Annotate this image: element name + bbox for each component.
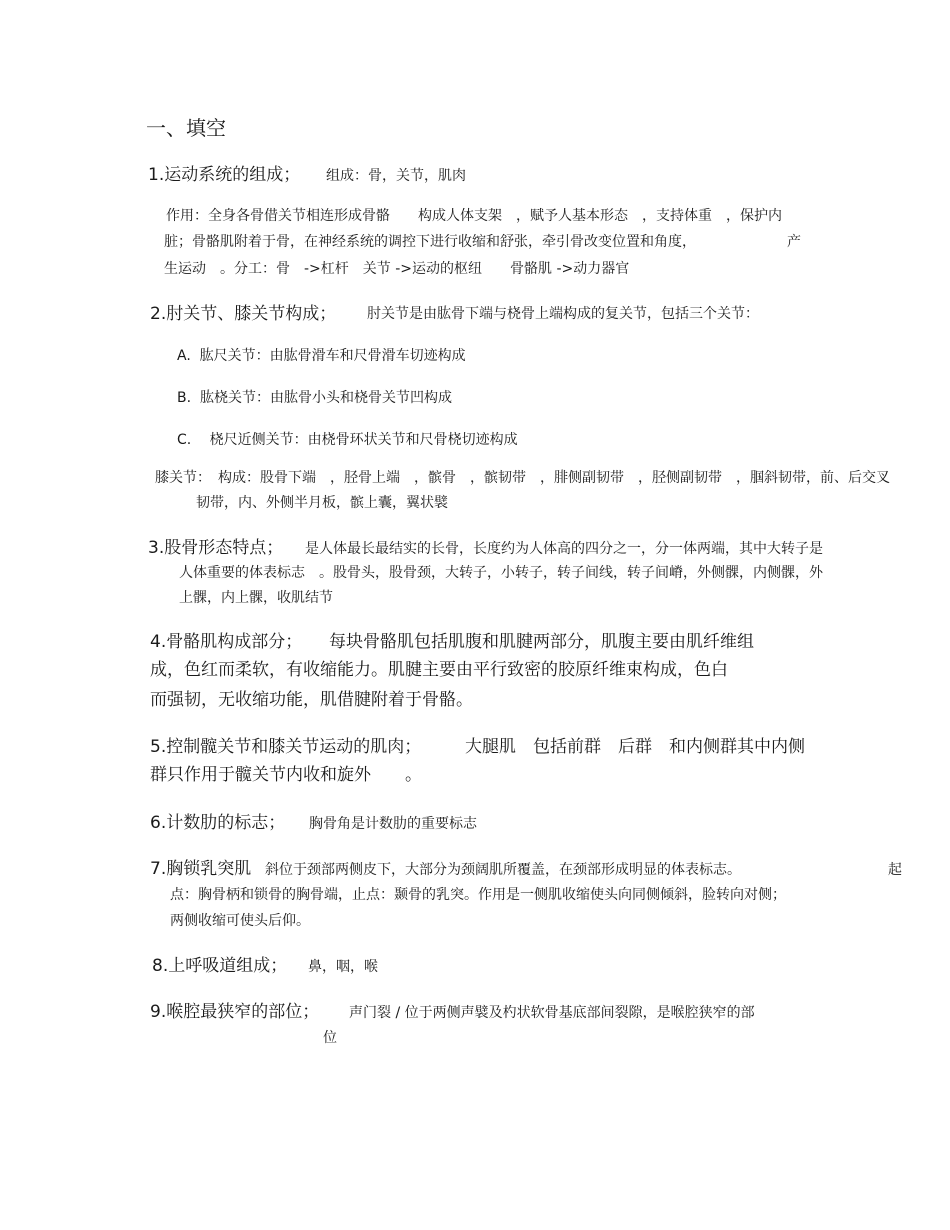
answer-1-line: 组成：骨，关节，肌肉: [326, 168, 466, 184]
answer-7-line: 两侧收缩可使头后仰。: [170, 913, 310, 929]
question-7: 7.胸锁乳突肌: [150, 859, 252, 879]
question-6: 6.计数肋的标志；: [150, 813, 286, 833]
question-4: 4.骨骼肌构成部分；: [150, 632, 303, 652]
question-8: 8.上呼吸道组成；: [152, 956, 288, 976]
answer-4-line: 成，色红而柔软，有收缩能力。肌腱主要由平行致密的胶原纤维束构成，色白: [150, 660, 728, 680]
answer-9-line: 位: [323, 1030, 337, 1046]
answer-3-line: 上髁，内上髁，收肌结节: [179, 590, 333, 606]
question-3: 3.股骨形态特点；: [148, 538, 284, 558]
answer-1-line: 作用：全身各骨借关节相连形成骨骼 构成人体支架 ，赋予人基本形态 ，支持体重 ，保护内: [166, 208, 782, 224]
answer-5-line: 群只作用于髋关节内收和旋外 。: [150, 765, 422, 785]
answer-9-line: 声门裂 / 位于两侧声襞及杓状软骨基底部间裂隙，是喉腔狭窄的部: [349, 1005, 755, 1021]
answer-3-line: 是人体最长最结实的长骨，长度约为人体高的四分之一，分一体两端，其中大转子是: [305, 541, 823, 557]
answer-7-line: 点：胸骨柄和锁骨的胸骨端，止点：颞骨的乳突。作用是一侧肌收缩使头向同侧倾斜，脸转向对侧；: [170, 887, 786, 903]
answer-2-line: B. 肱桡关节：由肱骨小头和桡骨关节凹构成: [177, 390, 452, 406]
answer-2-line: 韧带，内、外侧半月板，髌上囊，翼状襞: [196, 495, 448, 511]
question-5: 5.控制髋关节和膝关节运动的肌肉；: [150, 737, 422, 757]
answer-1-line: 生运动 。分工：骨 ->杠杆 关节 ->运动的枢纽 骨骼肌 ->动力器官: [164, 261, 630, 277]
section-title: 一、填空: [146, 116, 226, 140]
question-9: 9.喉腔最狭窄的部位；: [150, 1002, 320, 1022]
answer-8-line: 鼻，咽，喉: [308, 959, 378, 975]
question-2: 2.肘关节、膝关节构成；: [150, 304, 337, 324]
answer-2-line: C. 桡尺近侧关节：由桡骨环状关节和尺骨桡切迹构成: [177, 432, 518, 448]
answer-7-line: 斜位于颈部两侧皮下，大部分为颈阔肌所覆盖，在颈部形成明显的体表标志。: [265, 862, 741, 878]
answer-2-line: 肘关节是由肱骨下端与桡骨上端构成的复关节，包括三个关节：: [367, 306, 759, 322]
question-1: 1.运动系统的组成；: [148, 165, 301, 185]
answer-7-line: 起: [888, 862, 902, 878]
answer-3-line: 人体重要的体表标志 。股骨头，股骨颈，大转子，小转子，转子间线，转子间嵴，外侧髁，内侧髁，外: [179, 565, 823, 581]
answer-2-line: A. 肱尺关节：由肱骨滑车和尺骨滑车切迹构成: [177, 348, 466, 364]
answer-1-line: 脏；骨骼肌附着于骨，在神经系统的调控下进行收缩和舒张，牵引骨改变位置和角度， 产: [164, 234, 801, 250]
answer-2-line: 膝关节： 构成：股骨下端 ，胫骨上端 ，髌骨 ，髌韧带 ，腓侧副韧带 ，胫侧副韧带 ，腘斜韧带，前、后交叉: [155, 470, 890, 486]
answer-6-line: 胸骨角是计数肋的重要标志: [309, 816, 477, 832]
answer-4-line: 每块骨骼肌包括肌腹和肌腱两部分，肌腹主要由肌纤维组: [329, 632, 754, 652]
answer-5-line: 大腿肌 包括前群 后群 和内侧群其中内侧: [465, 737, 805, 757]
answer-4-line: 而强韧，无收缩功能，肌借腱附着于骨骼。: [150, 690, 473, 710]
